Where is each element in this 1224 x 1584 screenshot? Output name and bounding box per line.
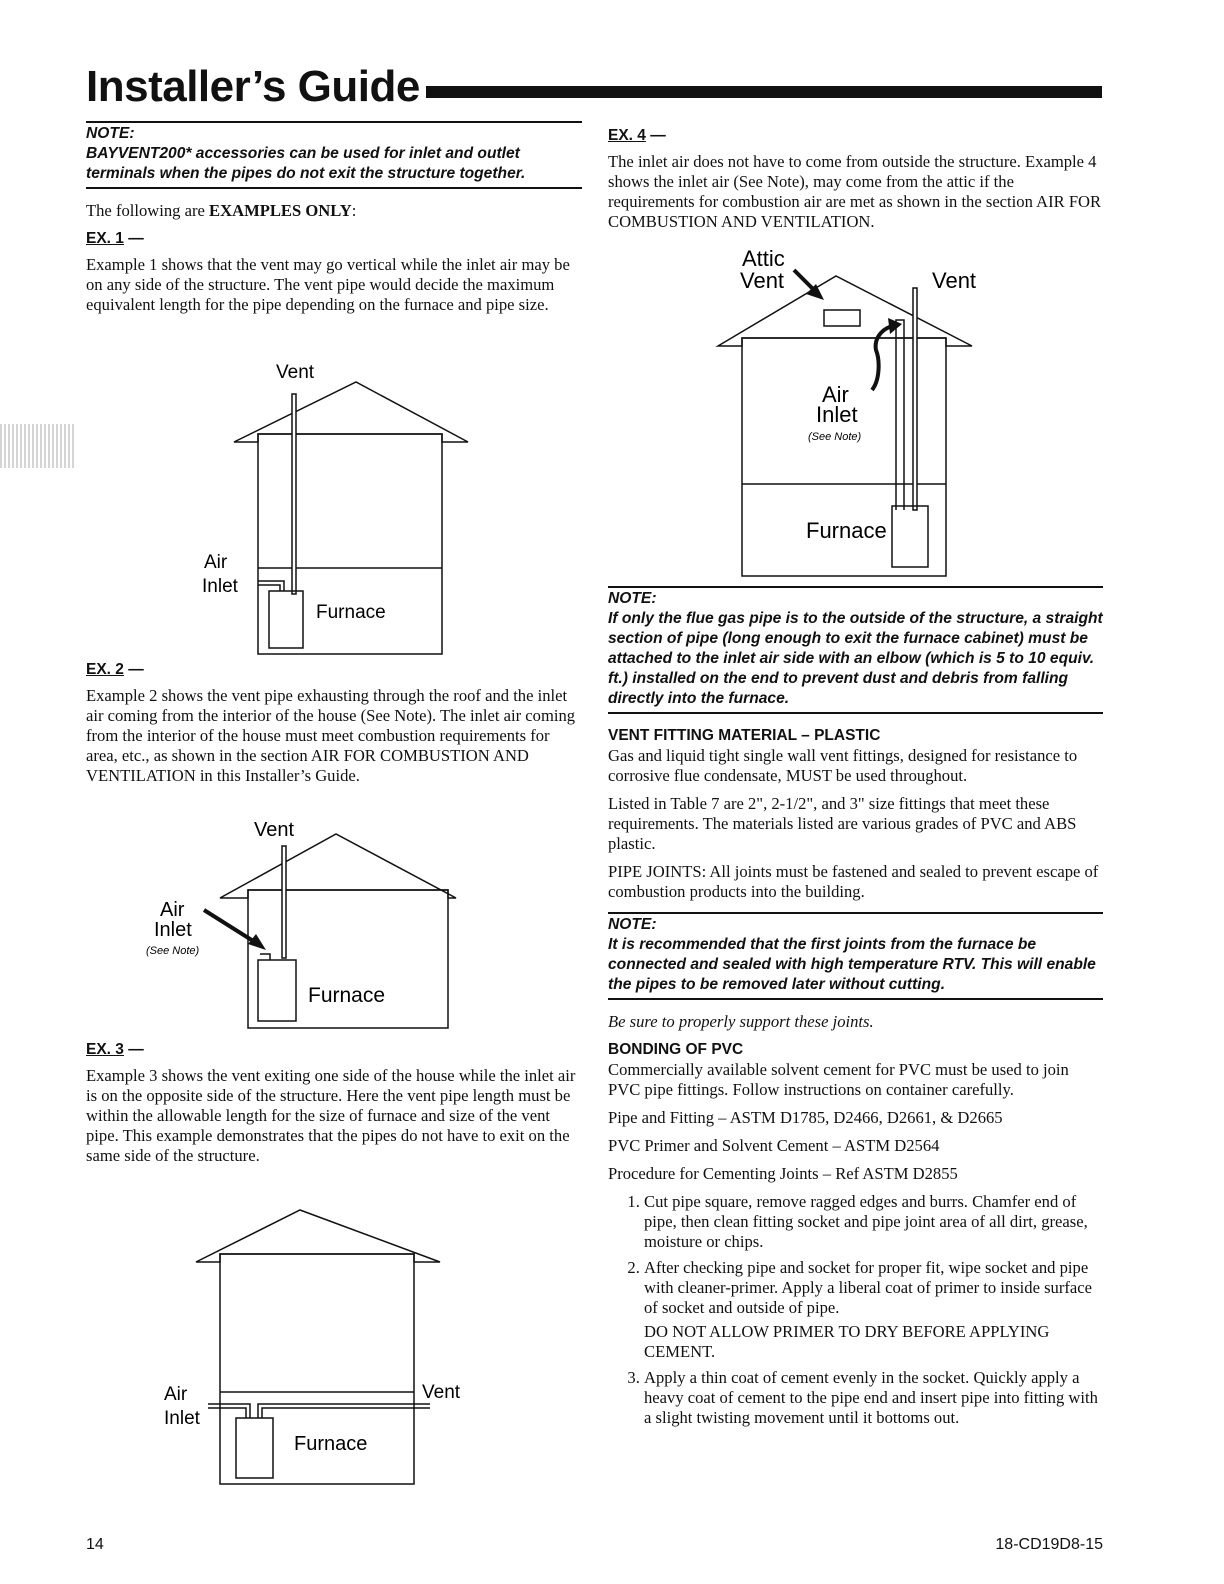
bonding-p4: Procedure for Cementing Joints – Ref ASTM D2855 xyxy=(608,1164,958,1183)
vent-label: Vent xyxy=(276,362,315,383)
house-wall xyxy=(248,890,448,1028)
inlet-label: Inlet xyxy=(154,919,192,941)
furnace-label: Furnace xyxy=(294,1433,368,1455)
inlet-label: Inlet xyxy=(164,1408,200,1429)
air-label: Air xyxy=(822,382,849,407)
inlet-arrow-line xyxy=(872,326,892,390)
note-heading: NOTE: xyxy=(608,590,657,607)
ex2-text: Example 2 shows the vent pipe exhausting through the roof and the inlet air coming from the interior of the house (See Note). The inlet air coming from the interior of the house must meet combustion requirements for area, etc., as shown in the section AIR FOR COMBUSTION AND VENTILATION in this Installer’s Guide. xyxy=(86,686,576,785)
note-text: BAYVENT200* accessories can be used for inlet and outlet terminals when the pipes do not exit the structure together. xyxy=(86,145,526,182)
roof xyxy=(220,834,456,898)
attic-label: Attic xyxy=(742,246,785,271)
see-note-label: (See Note) xyxy=(146,945,200,957)
bonding-heading: BONDING OF PVC xyxy=(608,1041,744,1058)
see-note-label: (See Note) xyxy=(808,431,862,443)
figure-ex2 xyxy=(140,814,460,1034)
ex3-text: Example 3 shows the vent exiting one side of the house while the inlet air is on the opposite side of the structure. Here the vent pipe length must be within the allowable length for the size of furnace and size of the vent pipe. This example demonstrates that the pipes do not have to exit on the same side of the structure. xyxy=(86,1066,576,1165)
ex3-heading: EX. 3 — xyxy=(86,1041,144,1058)
vent-pipe xyxy=(292,394,296,594)
ex1-heading: EX. 1 — xyxy=(86,230,144,247)
vent-fitting-heading: VENT FITTING MATERIAL – PLASTIC xyxy=(608,727,881,744)
air-label: Air xyxy=(164,1384,188,1405)
furnace-label: Furnace xyxy=(316,602,386,623)
figure-ex3 xyxy=(160,1206,480,1496)
roof xyxy=(234,382,468,442)
note-bayvent xyxy=(86,121,582,189)
note-rtv xyxy=(608,912,1103,1000)
vent-fitting-p2: Listed in Table 7 are 2", 2-1/2", and 3" size fittings that meet these requirements. The materials listed are various grades of PVC and ABS plastic. xyxy=(608,794,1077,853)
inlet-label: Inlet xyxy=(816,402,858,427)
page-number: 14 xyxy=(86,1536,104,1553)
figure-ex1 xyxy=(196,358,476,658)
vent-fitting-p1: Gas and liquid tight single wall vent fittings, designed for resistance to corrosive flue condensate, MUST be used throughout. xyxy=(608,746,1078,785)
intro-text: The following are EXAMPLES ONLY: xyxy=(86,201,357,220)
attic-vent-label: Vent xyxy=(740,268,785,293)
page-title: Installer’s Guide xyxy=(86,62,420,111)
title-rule xyxy=(426,86,1102,98)
inlet-label: Inlet xyxy=(202,576,238,597)
vent-label: Vent xyxy=(254,819,295,841)
bonding-p2: Pipe and Fitting – ASTM D1785, D2466, D2661, & D2665 xyxy=(608,1108,1003,1127)
cementing-steps xyxy=(608,1192,1103,1428)
list-item: 1. Cut pipe square, remove ragged edges and burrs. Chamfer end of pipe, then clean fitting socket and pipe joint area of all dirt, grease, moisture or chips. xyxy=(644,1192,1103,1252)
primer-warning: DO NOT ALLOW PRIMER TO DRY BEFORE APPLYING CEMENT. xyxy=(644,1322,1050,1361)
note-text: If only the flue gas pipe is to the outside of the structure, a straight section of pipe (long enough to exit the furnace cabinet) must be attached to the inlet air side with an elbow (which is 5 to 10 equiv. ft.) installed on the end to prevent dust and debris from falling directly into the furnace. xyxy=(608,610,1103,707)
ex1-text: Example 1 shows that the vent may go vertical while the inlet air may be on any side of the structure. The vent pipe would decide the maximum equivalent length for the pipe depending on the furnace and pipe size. xyxy=(86,255,570,314)
list-item: 3. Apply a thin coat of cement evenly in the socket. Quickly apply a heavy coat of cement to the pipe end and insert pipe into fitting with a slight twisting movement until it bottoms out. xyxy=(644,1368,1103,1428)
furnace-box xyxy=(269,591,303,648)
right-column-middle xyxy=(608,586,1103,1434)
vent-pipe xyxy=(913,288,917,510)
ex2-heading: EX. 2 — xyxy=(86,661,144,678)
note-flue-gas xyxy=(608,586,1103,714)
furnace-label: Furnace xyxy=(806,518,887,543)
note-heading: NOTE: xyxy=(608,916,657,933)
ex2-section xyxy=(86,660,582,794)
vent-label: Vent xyxy=(422,1382,461,1403)
ex4-heading: EX. 4 — xyxy=(608,127,666,144)
note-text: It is recommended that the first joints from the furnace be connected and sealed with high temperature RTV. This will enable the pipes to be removed later without cutting. xyxy=(608,936,1096,993)
furnace-box xyxy=(236,1418,273,1478)
attic-vent-box xyxy=(824,310,860,326)
furnace-box xyxy=(892,506,928,567)
section-tab xyxy=(0,424,76,468)
note-heading: NOTE: xyxy=(86,125,135,142)
air-label: Air xyxy=(204,552,228,573)
document-code: 18-CD19D8-15 xyxy=(995,1536,1103,1553)
furnace-box xyxy=(258,960,296,1021)
ex3-section xyxy=(86,1040,582,1174)
bonding-p1: Commercially available solvent cement for PVC must be used to join PVC pipe fittings. Follow instructions on container carefully. xyxy=(608,1060,1069,1099)
bonding-p3: PVC Primer and Solvent Cement – ASTM D2564 xyxy=(608,1136,940,1155)
air-label: Air xyxy=(160,899,185,921)
vent-label: Vent xyxy=(932,268,977,293)
ex4-section xyxy=(608,126,1103,240)
arrow-head xyxy=(248,934,266,950)
arrow-line xyxy=(204,910,258,944)
ex4-text: The inlet air does not have to come from outside the structure. Example 4 shows the inlet air (See Note), may come from the attic if the requirements for combustion air are met as shown in the section AIR FOR COMBUSTION AND VENTILATION. xyxy=(608,152,1102,231)
furnace-label: Furnace xyxy=(308,984,386,1007)
list-item: 2. After checking pipe and socket for proper fit, wipe socket and pipe with cleaner-primer. Apply a liberal coat of primer to inside surface of socket and outside of pipe. DO NOT ALLOW PRIMER TO DRY BEFORE APPLYING CEMENT. xyxy=(644,1258,1103,1362)
support-text: Be sure to properly support these joints. xyxy=(608,1012,874,1031)
left-column-top xyxy=(86,121,582,323)
vent-pipe xyxy=(282,846,286,958)
vent-fitting-p3: PIPE JOINTS: All joints must be fastened and sealed to prevent escape of combustion products into the building. xyxy=(608,862,1099,901)
figure-ex4 xyxy=(712,240,992,580)
